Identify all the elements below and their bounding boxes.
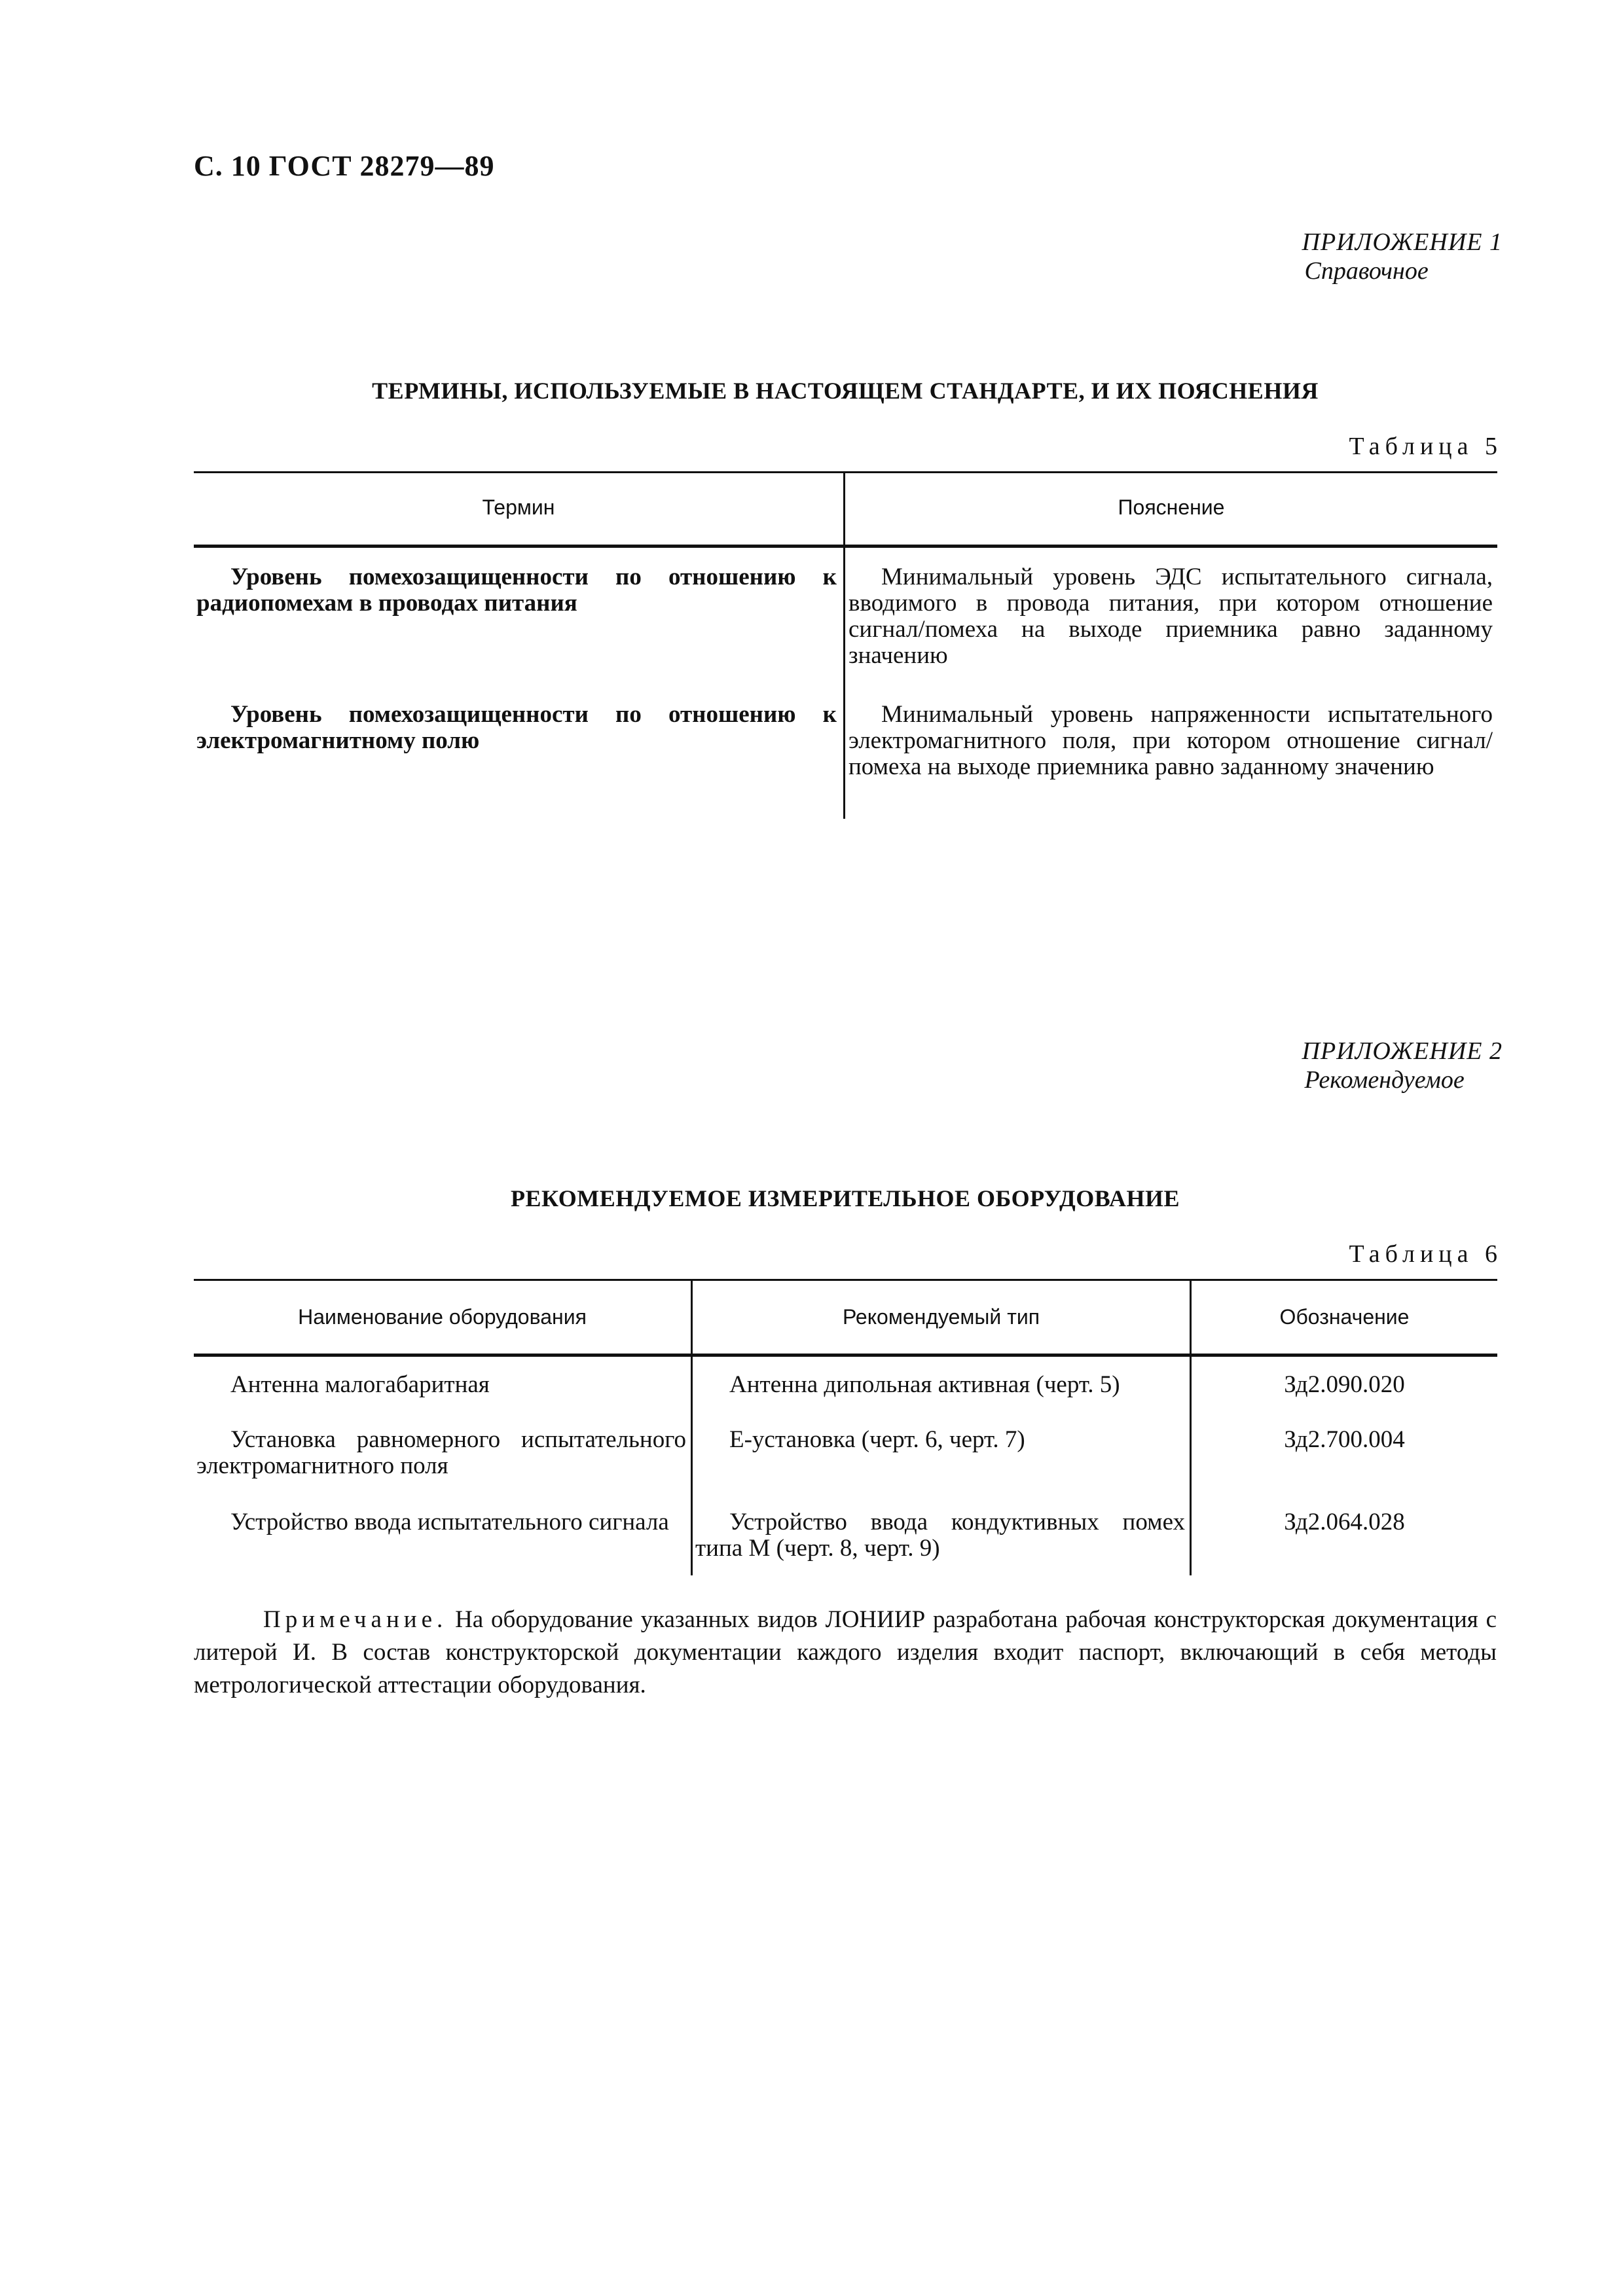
table-5-label: Таблица 5 [1349, 433, 1503, 460]
table-5-header-explanation: Пояснение [1118, 495, 1225, 519]
table-5-row-2-explanation: Минимальный уровень напряженности испытательного электромагнитного поля, при котором отношение сигнал/помеха на выходе приемника равно заданному значению [848, 701, 1493, 780]
table-5-row-1-term: Уровень помехозащищенности по отношению к радиопомехам в проводах питания [196, 564, 837, 617]
table-5-row-2-term: Уровень помехозащищенности по отношению к электромагнитному полю [196, 701, 837, 754]
table-6-header-rule [194, 1354, 1497, 1357]
table-6-row-2-code: Зд2.700.004 [1284, 1426, 1405, 1453]
table-6-row-2-type: Е-установка (черт. 6, черт. 7) [729, 1426, 1025, 1453]
table-5-top-rule [194, 471, 1497, 473]
table-6-label: Таблица 6 [1349, 1240, 1503, 1268]
table-6-top-rule [194, 1279, 1497, 1281]
table-6-header-code: Обозначение [1279, 1305, 1410, 1329]
appendix-2-heading: РЕКОМЕНДУЕМОЕ ИЗМЕРИТЕЛЬНОЕ ОБОРУДОВАНИЕ [511, 1185, 1180, 1211]
appendix-2-status: Рекомендуемое [1304, 1066, 1465, 1094]
appendix-1-label [1302, 228, 1503, 285]
appendix-1-heading: ТЕРМИНЫ, ИСПОЛЬЗУЕМЫЕ В НАСТОЯЩЕМ СТАНДАРТЕ, И ИХ ПОЯСНЕНИЯ [372, 378, 1319, 404]
table-5-row-1-explanation: Минимальный уровень ЭДС испытательного сигнала, вводимого в провода питания, при котором отношение сигнал/помеха на выходе приемника равно заданному значению [848, 564, 1493, 669]
table-6-header-type: Рекомендуемый тип [842, 1305, 1040, 1329]
table-6-row-3-type: Устройство ввода кондуктивных помех типа М (черт. 8, черт. 9) [695, 1509, 1185, 1562]
note-text: На оборудование указанных видов ЛОНИИР разработана рабочая конструкторская документация с литерой И. В состав конструкторской документации каждого изделия входит паспорт, включающий в себя методы метрологической аттестации оборудования. [194, 1606, 1497, 1698]
table-5-header-rule [194, 545, 1497, 548]
table-6-header-name: Наименование оборудования [298, 1305, 587, 1329]
table-6-row-1-name: Антенна малогабаритная [230, 1371, 490, 1398]
note-paragraph [194, 1604, 1497, 1702]
table-5-header-term: Термин [482, 495, 555, 519]
table-6-row-1-type: Антенна дипольная активная (черт. 5) [729, 1371, 1120, 1398]
page-header: С. 10 ГОСТ 28279—89 [194, 150, 495, 182]
table-6-row-1-code: Зд2.090.020 [1284, 1371, 1405, 1398]
note-lead: Примечание. [263, 1606, 448, 1633]
appendix-2-title: ПРИЛОЖЕНИЕ 2 [1302, 1037, 1503, 1065]
table-6-row-2-name: Установка равномерного испытательного электромагнитного поля [196, 1426, 686, 1479]
table-6-row-3-name: Устройство ввода испытательного сигнала [230, 1509, 669, 1535]
appendix-1-status: Справочное [1304, 257, 1429, 285]
table-5-column-divider [843, 471, 845, 819]
appendix-1-title: ПРИЛОЖЕНИЕ 1 [1302, 228, 1503, 256]
table-6-row-3-code: Зд2.064.028 [1284, 1509, 1405, 1535]
appendix-2-label [1302, 1037, 1503, 1094]
